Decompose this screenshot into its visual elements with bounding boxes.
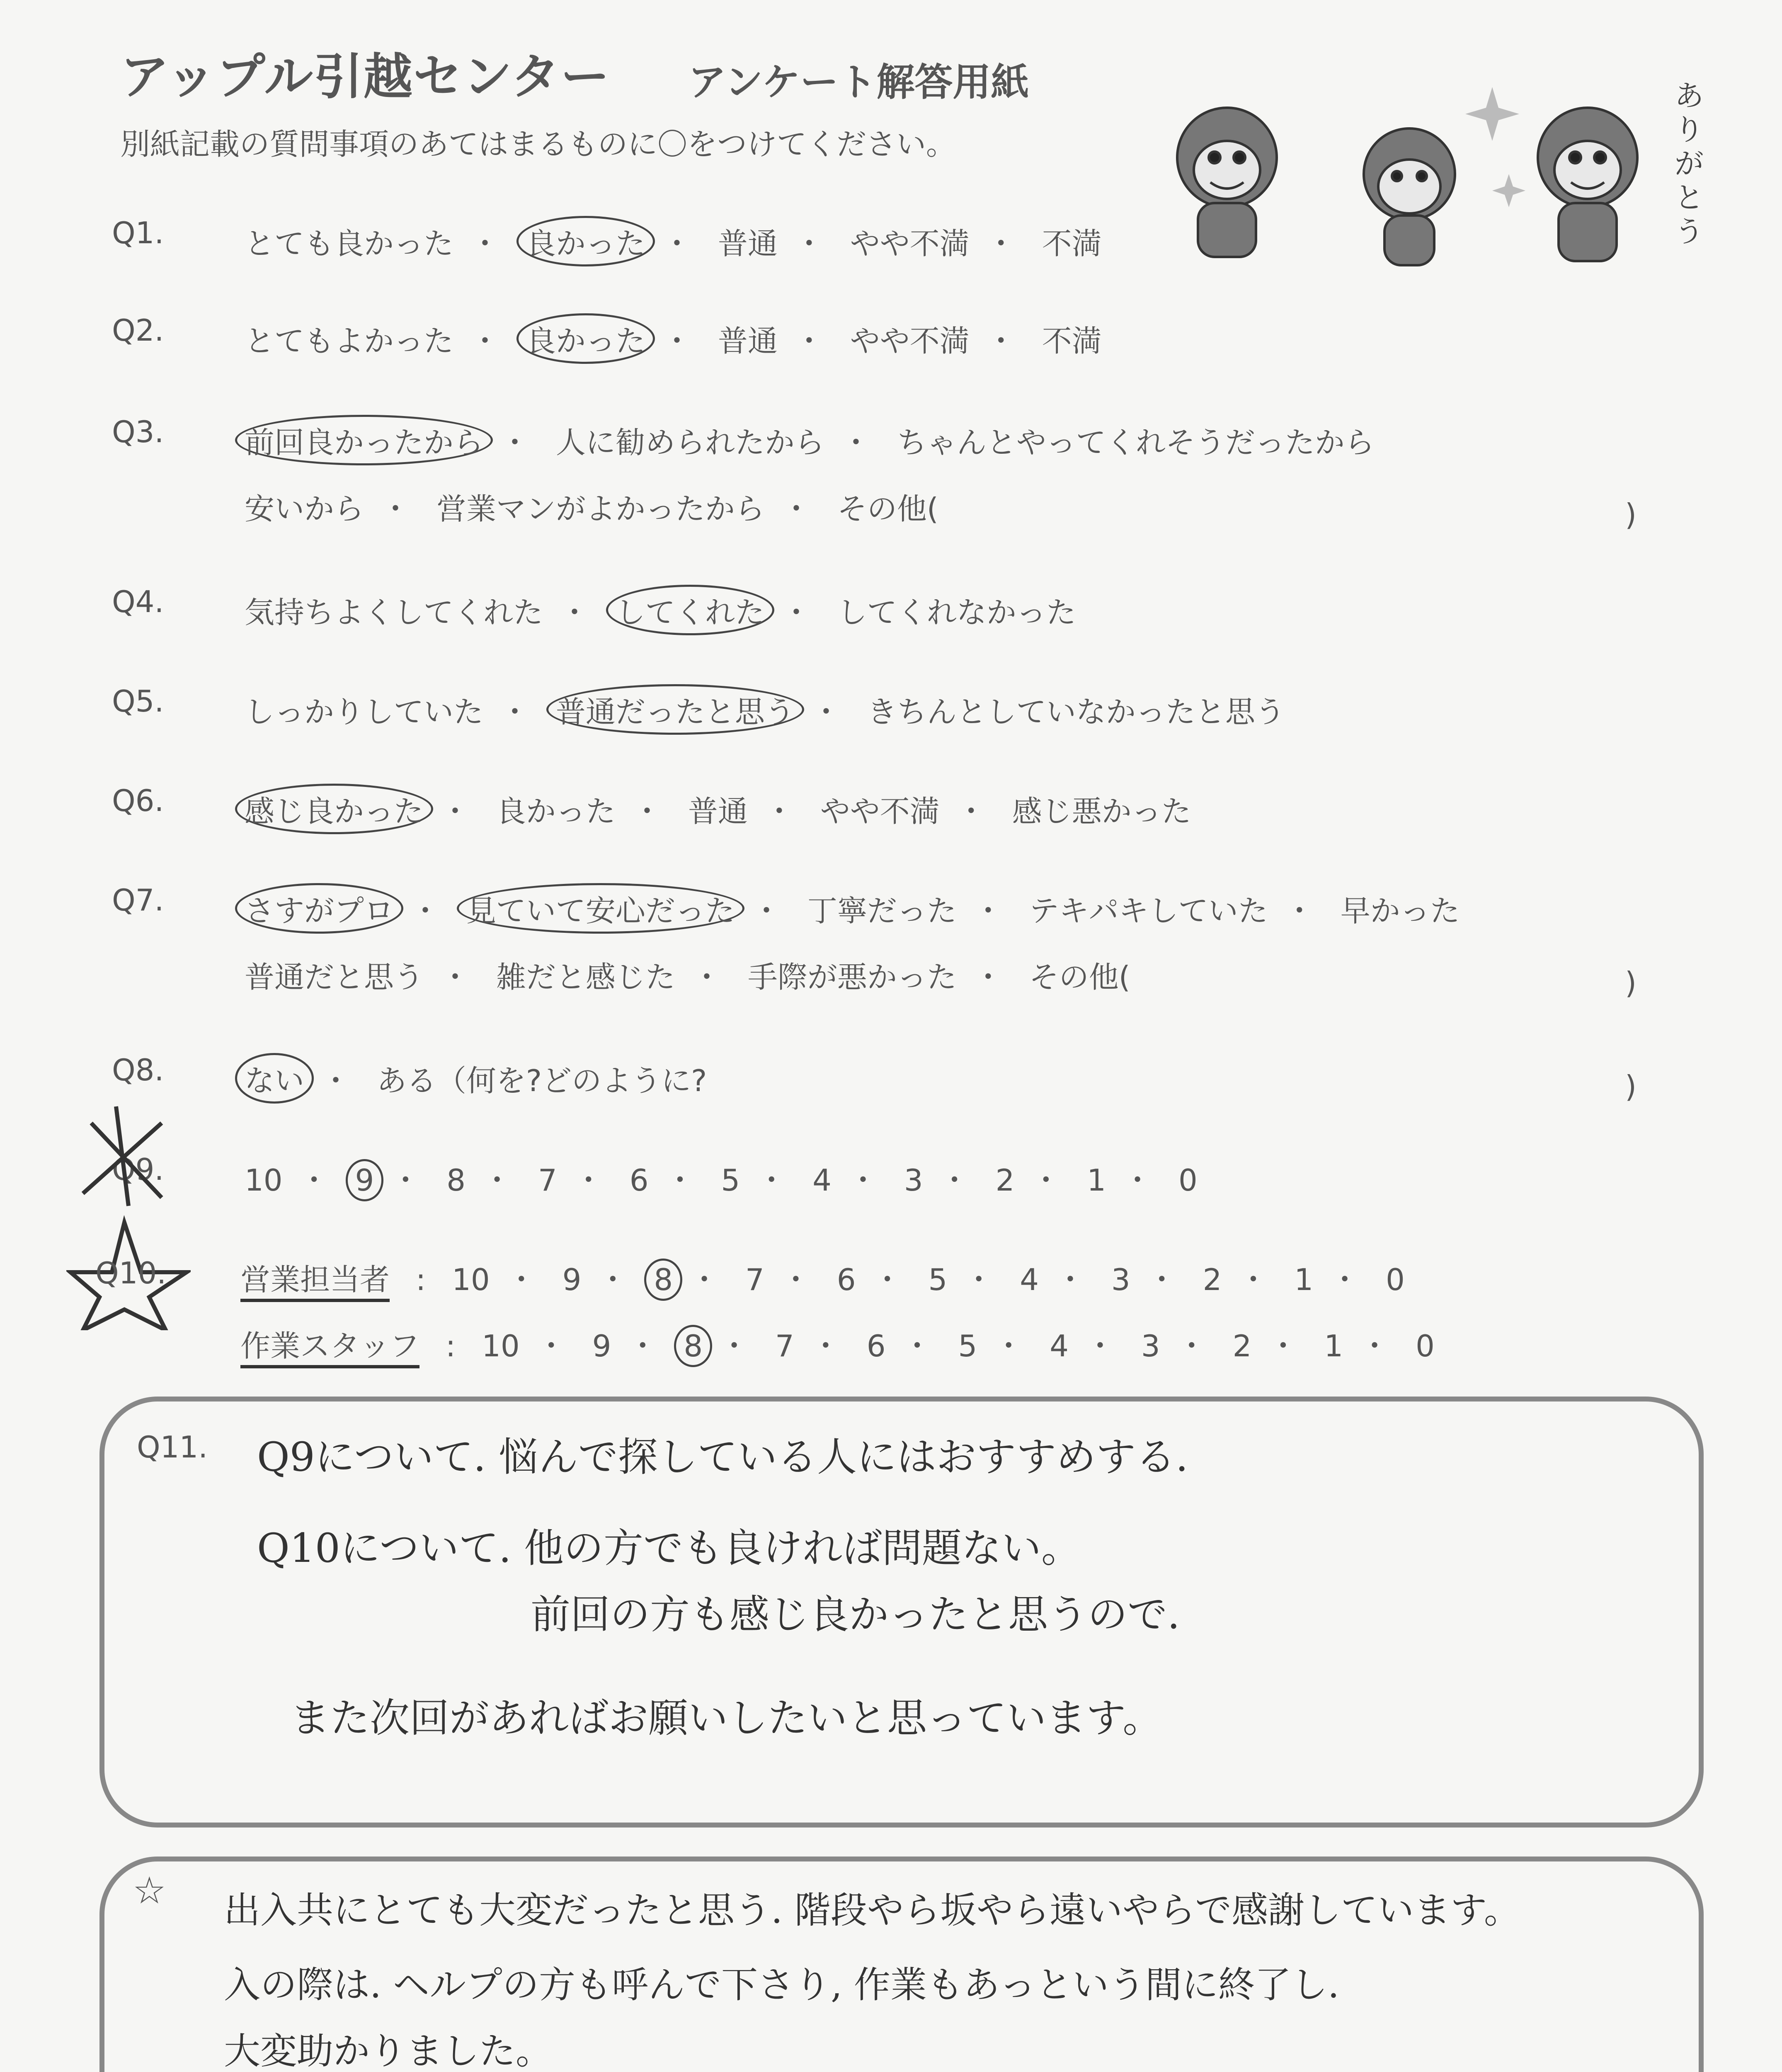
q8-close-paren: ) [1625,1069,1637,1104]
q11-number: Q11. [137,1430,208,1464]
comment-line-3: 大変助かりました。 [224,2030,553,2072]
q5-option-3[interactable]: きちんとしていなかったと思う [867,695,1285,729]
q6-option-3[interactable]: 普通 [688,794,748,829]
q8-number: Q8. [112,1053,164,1087]
q7-option-8[interactable]: 手際が悪かった [747,960,957,995]
q9-number: Q9. [112,1152,164,1187]
q4-option-2-selected[interactable]: してくれた [606,585,774,635]
mascot-illustration [1152,62,1724,278]
q10-sales-score-1[interactable]: 1 [1294,1262,1314,1297]
q6-number: Q6. [112,783,164,818]
q1-option-4[interactable]: やや不満 [850,226,970,261]
q5-options: しっかりしていた ・ 普通だったと思う ・ きちんとしていなかったと思う [245,688,1285,731]
q6-option-1-selected[interactable]: 感じ良かった [235,784,433,834]
q1-options: とても良かった ・ 良かった ・ 普通 ・ やや不満 ・ 不満 [245,220,1102,263]
q5-number: Q5. [112,684,164,719]
q7-option-6[interactable]: 普通だと思う [245,960,424,995]
q10-staff-score-5[interactable]: 5 [958,1329,977,1363]
q10-sales-score-10[interactable]: 10 [452,1262,490,1297]
q8-options: ない ・ ある（何を?どのように? [245,1057,707,1100]
q2-option-1[interactable]: とてもよかった [245,324,454,358]
q4-number: Q4. [112,584,164,619]
q3-option-6[interactable]: その他( [837,491,938,526]
q3-number: Q3. [112,414,164,449]
q9-score-2[interactable]: 2 [995,1163,1015,1198]
form-title: アップル引越センター [120,48,611,105]
comment-line-1: 出入共にとても大変だったと思う. 階段やら坂やら遠いやらで感謝しています。 [224,1889,1521,1932]
q10-sales-score-8-selected[interactable]: 8 [644,1259,682,1301]
q9-score-3[interactable]: 3 [904,1163,923,1198]
q9-score-10[interactable]: 10 [245,1163,283,1198]
q10-staff-score-8-selected[interactable]: 8 [674,1325,712,1367]
q2-option-5[interactable]: 不満 [1042,324,1102,358]
q10-row-staff: 作業スタッフ : 10 ・ 9 ・ 8 ・ 7 ・ 6 ・ 5 ・ 4 ・ 3 ・ 2 ・ 1 ・ 0 [240,1322,1435,1368]
q7-option-2-selected[interactable]: 見ていて安心だった [457,883,744,934]
q10-staff-score-4[interactable]: 4 [1050,1329,1069,1363]
q6-option-2[interactable]: 良かった [496,794,616,829]
q3-options-line1: 前回良かったから ・ 人に勧められたから ・ ちゃんとやってくれそうだったから [245,419,1375,462]
q10-sales-score-3[interactable]: 3 [1111,1262,1130,1297]
instruction-text: 別紙記載の質問事項のあてはまるものに〇をつけてください。 [120,127,956,162]
q11-line-4: また次回があればお願いしたいと思っています。 [290,1695,1163,1741]
q9-score-1[interactable]: 1 [1087,1163,1106,1198]
q11-line-1: Q9について. 悩んで探している人にはおすすめする. [257,1434,1188,1480]
q10-staff-score-10[interactable]: 10 [482,1329,520,1363]
q7-number: Q7. [112,883,164,917]
q6-option-4[interactable]: やや不満 [820,794,940,829]
q3-option-4[interactable]: 安いから [245,491,364,526]
star-icon: ☆ [133,1869,166,1912]
q10-sales-score-9[interactable]: 9 [562,1262,582,1297]
q5-option-2-selected[interactable]: 普通だったと思う [546,684,804,735]
q10-staff-label: 作業スタッフ [240,1322,419,1368]
q9-score-9-selected[interactable]: 9 [346,1159,384,1201]
q10-sales-score-6[interactable]: 6 [836,1262,856,1297]
q2-option-2-selected[interactable]: 良かった [516,313,655,364]
q10-sales-score-2[interactable]: 2 [1203,1262,1222,1297]
q1-option-2-selected[interactable]: 良かった [516,216,655,266]
q8-option-1-selected[interactable]: ない [235,1053,314,1104]
q10-staff-score-3[interactable]: 3 [1141,1329,1160,1363]
q2-option-3[interactable]: 普通 [718,324,778,358]
q1-option-3[interactable]: 普通 [718,226,778,261]
q7-option-4[interactable]: テキパキしていた [1029,893,1268,928]
q9-score-8[interactable]: 8 [446,1163,466,1198]
hand-star-mark-icon [66,1098,191,1332]
q4-options: 気持ちよくしてくれた ・ してくれた ・ してくれなかった [245,588,1076,632]
q2-options: とてもよかった ・ 良かった ・ 普通 ・ やや不満 ・ 不満 [245,317,1102,360]
q7-option-7[interactable]: 雑だと感じた [496,960,675,995]
q10-sales-score-4[interactable]: 4 [1020,1262,1039,1297]
q2-number: Q2. [112,313,164,348]
q1-option-1[interactable]: とても良かった [245,226,454,261]
q10-staff-score-9[interactable]: 9 [592,1329,611,1363]
q7-option-1-selected[interactable]: さすがプロ [235,883,403,934]
q7-options-line1: さすがプロ ・ 見ていて安心だった ・ 丁寧だった ・ テキパキしていた ・ 早かった [245,887,1460,930]
q4-option-3[interactable]: してくれなかった [837,595,1076,630]
q10-staff-score-6[interactable]: 6 [866,1329,886,1363]
q9-score-0[interactable]: 0 [1178,1163,1198,1198]
q10-staff-colon: : [445,1329,456,1363]
q9-score-6[interactable]: 6 [629,1163,649,1198]
q11-line-3: 前回の方も感じ良かったと思うので. [531,1591,1180,1638]
q10-staff-score-7[interactable]: 7 [775,1329,794,1363]
q3-option-3[interactable]: ちゃんとやってくれそうだったから [897,425,1375,460]
q3-option-5[interactable]: 営業マンがよかったから [436,491,765,526]
q10-sales-score-0[interactable]: 0 [1386,1262,1405,1297]
q7-options-line2: 普通だと思う ・ 雑だと感じた ・ 手際が悪かった ・ その他( [245,953,1130,996]
q10-staff-score-2[interactable]: 2 [1232,1329,1252,1363]
q9-score-4[interactable]: 4 [812,1163,832,1198]
q10-sales-label: 営業担当者 [240,1256,390,1302]
q9-score-7[interactable]: 7 [538,1163,557,1198]
q10-sales-score-7[interactable]: 7 [745,1262,764,1297]
thanks-text: ありがとう [1675,79,1704,249]
q6-option-5[interactable]: 感じ悪かった [1012,794,1191,829]
q8-option-2[interactable]: ある（何を?どのように? [376,1063,707,1098]
q7-close-paren: ) [1625,966,1637,1000]
q4-option-1[interactable]: 気持ちよくしてくれた [245,595,543,630]
q10-number: Q10. [95,1256,167,1290]
q7-option-5[interactable]: 早かった [1340,893,1460,928]
q3-close-paren: ) [1625,497,1637,532]
q3-options-line2: 安いから ・ 営業マンがよかったから ・ その他( [245,485,938,528]
q11-line-2: Q10について. 他の方でも良ければ問題ない。 [257,1525,1081,1571]
q7-option-3[interactable]: 丁寧だった [807,893,957,928]
q3-option-2[interactable]: 人に勧められたから [555,425,824,460]
q3-option-1-selected[interactable]: 前回良かったから [235,415,493,465]
q10-staff-score-1[interactable]: 1 [1324,1329,1343,1363]
q6-options: 感じ良かった ・ 良かった ・ 普通 ・ やや不満 ・ 感じ悪かった [245,787,1191,830]
q10-staff-score-0[interactable]: 0 [1416,1329,1435,1363]
comment-line-2: 入の際は. ヘルプの方も呼んで下さり, 作業もあっという間に終了し. [224,1963,1339,2006]
q1-number: Q1. [112,215,164,250]
q10-sales-score-5[interactable]: 5 [928,1262,948,1297]
form-subtitle: アンケート解答用紙 [688,60,1029,104]
monkey-mascots-icon [1152,62,1724,278]
q10-row-sales: 営業担当者 : 10 ・ 9 ・ 8 ・ 7 ・ 6 ・ 5 ・ 4 ・ 3 ・ 2 ・ 1 ・ 0 [240,1256,1405,1302]
q7-option-9[interactable]: その他( [1029,960,1130,995]
q10-sales-colon: : [415,1262,426,1297]
q5-option-1[interactable]: しっかりしていた [245,695,484,729]
q9-scale: 10 ・ 9 ・ 8 ・ 7 ・ 6 ・ 5 ・ 4 ・ 3 ・ 2 ・ 1 ・ 0 [245,1156,1198,1199]
q9-score-5[interactable]: 5 [721,1163,740,1198]
q1-option-5[interactable]: 不満 [1042,226,1102,261]
q2-option-4[interactable]: やや不満 [850,324,970,358]
